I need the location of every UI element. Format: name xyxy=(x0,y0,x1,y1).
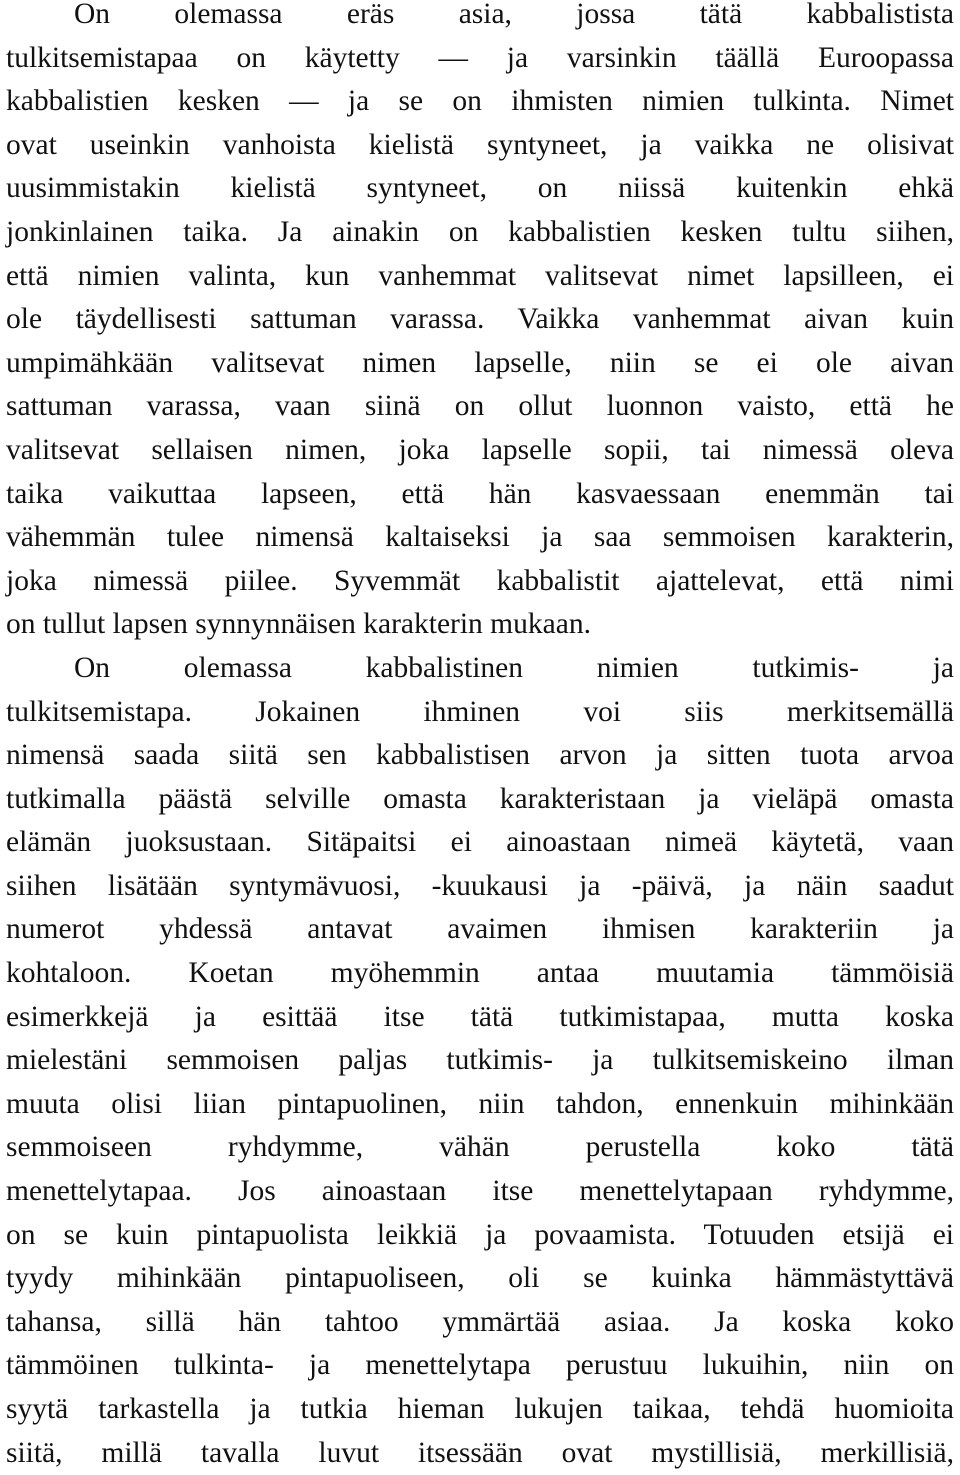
text-line: nimensä saada siitä sen kabbalistisen arvon ja sitten tuota arvoa xyxy=(6,739,954,772)
text-line: numerot yhdessä antavat avaimen ihmisen karakteriin ja xyxy=(6,913,954,946)
text-line: tulkitsemistapaa on käytetty — ja varsinkin täällä Euroopassa xyxy=(6,41,954,74)
text-line: kabbalistien kesken — ja se on ihmisten nimien tulkinta. Nimet xyxy=(6,85,954,118)
text-line: umpimähkään valitsevat nimen lapselle, niin se ei ole aivan xyxy=(6,346,954,379)
text-line: On olemassa kabbalistinen nimien tutkimis- ja xyxy=(74,651,954,684)
text-line: valitsevat sellaisen nimen, joka lapselle sopii, tai nimessä oleva xyxy=(6,433,954,466)
text-line: jonkinlainen taika. Ja ainakin on kabbalistien kesken tultu siihen, xyxy=(6,215,954,248)
text-line: on tullut lapsen synnynnäisen karakterin mukaan. xyxy=(6,608,591,641)
text-line: tahansa, sillä hän tahtoo ymmärtää asiaa. Ja koska koko xyxy=(6,1305,954,1338)
text-line: On olemassa eräs asia, jossa tätä kabbalistista xyxy=(74,0,954,30)
text-line: siihen lisätään syntymävuosi, -kuukausi ja -päivä, ja näin saadut xyxy=(6,869,954,902)
text-line: ovat useinkin vanhoista kielistä syntyneet, ja vaikka ne olisivat xyxy=(6,128,954,161)
text-line: joka nimessä piilee. Syvemmät kabbalistit ajattelevat, että nimi xyxy=(6,564,954,597)
text-line: siitä, millä tavalla luvut itsessään ovat mystillisiä, merkillisiä, xyxy=(6,1436,954,1469)
text-line: tutkimalla päästä selville omasta karakteristaan ja vieläpä omasta xyxy=(6,782,954,815)
text-line: on se kuin pintapuolista leikkiä ja povaamista. Totuuden etsijä ei xyxy=(6,1218,954,1251)
text-line: sattuman varassa, vaan siinä on ollut luonnon vaisto, että he xyxy=(6,390,954,423)
paragraph-1 xyxy=(6,0,954,647)
text-line: semmoiseen ryhdymme, vähän perustella koko tätä xyxy=(6,1131,954,1164)
text-line: syytä tarkastella ja tutkia hieman lukujen taikaa, tehdä huomioita xyxy=(6,1393,954,1425)
text-line: muuta olisi liian pintapuolinen, niin tahdon, ennenkuin mihinkään xyxy=(6,1087,954,1120)
text-line: tyydy mihinkään pintapuoliseen, oli se kuinka hämmästyttävä xyxy=(6,1262,954,1295)
text-line: menettelytapaa. Jos ainoastaan itse menettelytapaan ryhdymme, xyxy=(6,1175,954,1208)
text-line: mielestäni semmoisen paljas tutkimis- ja tulkitsemiskeino ilman xyxy=(6,1044,954,1077)
text-line: tulkitsemistapa. Jokainen ihminen voi siis merkitsemällä xyxy=(6,695,954,728)
document-page xyxy=(6,0,954,1475)
text-line: esimerkkejä ja esittää itse tätä tutkimistapaa, mutta koska xyxy=(6,1000,954,1033)
text-line: taika vaikuttaa lapseen, että hän kasvaessaan enemmän tai xyxy=(6,477,954,510)
text-line: tämmöinen tulkinta- ja menettelytapa perustuu lukuihin, niin on xyxy=(6,1349,954,1382)
text-line: vähemmän tulee nimensä kaltaiseksi ja saa semmoisen karakterin, xyxy=(6,521,954,554)
paragraph-2 xyxy=(6,647,954,1475)
text-line: kohtaloon. Koetan myöhemmin antaa muutamia tämmöisiä xyxy=(6,957,954,990)
text-line: elämän juoksustaan. Sitäpaitsi ei ainoastaan nimeä käytetä, vaan xyxy=(6,826,954,859)
text-line: että nimien valinta, kun vanhemmat valitsevat nimet lapsilleen, ei xyxy=(6,259,954,292)
text-line: ole täydellisesti sattuman varassa. Vaikka vanhemmat aivan kuin xyxy=(6,303,954,336)
text-line: uusimmistakin kielistä syntyneet, on niissä kuitenkin ehkä xyxy=(6,172,954,205)
